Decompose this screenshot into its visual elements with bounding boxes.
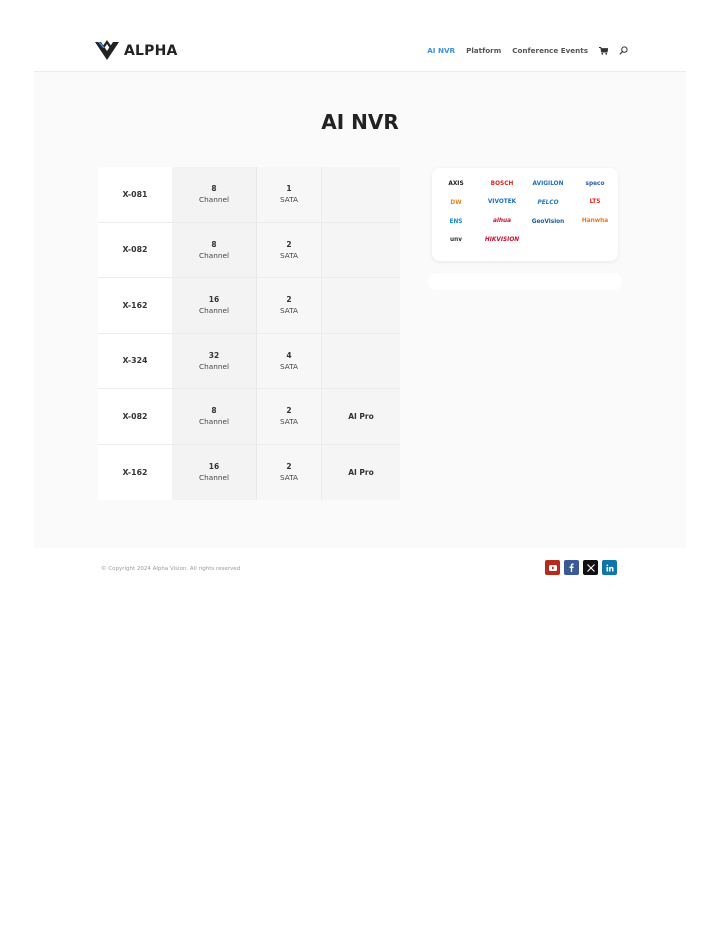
channel-cell	[172, 334, 257, 389]
brand-logo: GeoVision	[531, 219, 565, 225]
channel-value: 8	[211, 184, 217, 194]
sata-value: 4	[286, 350, 292, 360]
x-icon[interactable]	[583, 560, 598, 575]
search-icon[interactable]	[619, 46, 628, 55]
sata-cell	[257, 223, 322, 278]
brand-logo: VIVOTEK	[487, 199, 517, 205]
sata-value: 1	[286, 184, 292, 194]
brand-logo: alhua	[492, 218, 512, 224]
feature-cell	[322, 278, 400, 333]
nav-ai-nvr[interactable]: AI NVR	[427, 46, 456, 55]
channel-value: 8	[211, 239, 217, 249]
main-nav	[416, 46, 628, 55]
channel-unit: Channel	[199, 361, 229, 371]
main-section	[34, 72, 686, 548]
channel-value: 16	[208, 462, 220, 472]
linkedin-icon[interactable]	[602, 560, 617, 575]
sata-cell	[257, 334, 322, 389]
model-cell: X-162	[98, 445, 172, 501]
channel-value: 16	[208, 295, 220, 305]
model-cell: X-324	[98, 334, 172, 389]
sata-unit: SATA	[279, 250, 299, 260]
model-cell: X-082	[98, 389, 172, 444]
channel-cell	[172, 389, 257, 444]
social-links	[545, 560, 621, 575]
sata-unit: SATA	[279, 417, 299, 427]
channel-cell	[172, 278, 257, 333]
model-cell: X-162	[98, 278, 172, 333]
channel-cell	[172, 167, 257, 222]
sata-value: 2	[286, 239, 292, 249]
brand-logo: speco	[585, 181, 605, 187]
channel-value: 8	[211, 406, 217, 416]
site-header	[34, 28, 686, 72]
table-row	[98, 278, 400, 334]
feature-cell: AI Pro	[322, 389, 400, 444]
feature-cell	[322, 334, 400, 389]
table-row	[98, 223, 400, 279]
brand-logo: AVIGILON	[532, 181, 564, 187]
feature-cell: AI Pro	[322, 445, 400, 501]
brand-logo: BOSCH	[490, 181, 514, 187]
youtube-icon[interactable]	[545, 560, 560, 575]
sata-value: 2	[286, 295, 292, 305]
channel-unit: Channel	[199, 417, 229, 427]
sata-value: 2	[286, 462, 292, 472]
logo[interactable]	[94, 40, 178, 62]
channel-cell	[172, 445, 257, 501]
feature-cell	[322, 223, 400, 278]
brand-logo: DW	[450, 200, 462, 206]
channel-cell	[172, 223, 257, 278]
channel-unit: Channel	[199, 250, 229, 260]
channel-unit: Channel	[199, 195, 229, 205]
brand-logos-card	[432, 168, 618, 261]
sata-unit: SATA	[279, 195, 299, 205]
logo-text: ALPHA	[124, 43, 178, 59]
model-cell: X-082	[98, 223, 172, 278]
channel-unit: Channel	[199, 306, 229, 316]
sata-cell	[257, 167, 322, 222]
nav-platform[interactable]: Platform	[466, 46, 502, 55]
facebook-icon[interactable]	[564, 560, 579, 575]
page-title: AI NVR	[321, 110, 399, 134]
channel-value: 32	[208, 350, 220, 360]
copyright-text: © Copyright 2024 Alpha Vision. All rights reserved	[101, 566, 241, 572]
table-row	[98, 389, 400, 445]
brand-logo: LTS	[589, 199, 601, 205]
sata-unit: SATA	[279, 473, 299, 483]
sata-cell	[257, 389, 322, 444]
sata-cell	[257, 445, 322, 501]
brand-logo: HIKVISION	[484, 237, 520, 243]
alpha-logo-icon	[94, 40, 120, 62]
table-row	[98, 445, 400, 501]
brand-logo: unv	[449, 237, 463, 243]
product-table	[98, 167, 400, 500]
sata-cell	[257, 278, 322, 333]
model-cell: X-081	[98, 167, 172, 222]
cart-icon[interactable]	[599, 47, 608, 55]
nav-conference-events[interactable]: Conference Events	[512, 46, 588, 55]
brand-logo: AXIS	[448, 181, 464, 187]
sata-value: 2	[286, 406, 292, 416]
feature-cell	[322, 167, 400, 222]
sata-unit: SATA	[279, 306, 299, 316]
channel-unit: Channel	[199, 473, 229, 483]
brand-logo: Hanwha	[581, 218, 609, 224]
table-row	[98, 167, 400, 223]
table-row	[98, 334, 400, 390]
sata-unit: SATA	[279, 361, 299, 371]
brand-card-shadow-bar	[428, 273, 622, 290]
brand-logo: ENS	[449, 219, 463, 225]
brand-logo: PELCO	[537, 200, 559, 206]
